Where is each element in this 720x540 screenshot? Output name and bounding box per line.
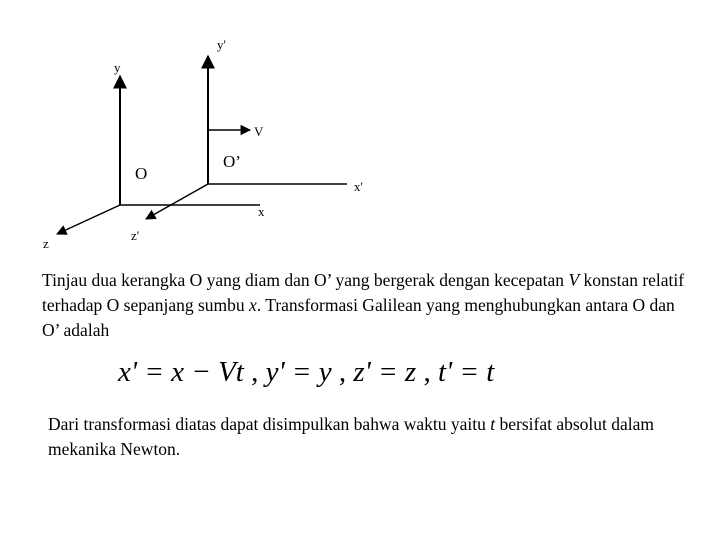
z-prime-label: z' (131, 228, 140, 243)
equation-separator: , (243, 356, 266, 388)
x-symbol: x (249, 295, 257, 315)
reference-frames-diagram (0, 0, 720, 260)
z-prime-axis (146, 184, 208, 219)
z-axis (57, 205, 120, 234)
conclusion-paragraph (48, 412, 668, 462)
y-label: y (114, 60, 121, 75)
intro-text-2: konstan relatif terhadap O sepanjang sumbu (42, 270, 685, 315)
conclusion-text-2: bersifat absolut dalam mekanika Newton. (48, 414, 655, 459)
equation-separator: , (416, 356, 438, 388)
equation-t: t' = t (437, 356, 495, 388)
origin-o-prime-label: O’ (223, 152, 241, 171)
intro-text-3: . Transformasi Galilean yang menghubungkan antara O dan O’ adalah (42, 295, 675, 340)
intro-text-1: Tinjau dua kerangka O yang diam dan O’ yang bergerak dengan kecepatan (42, 270, 565, 290)
x-label: x (258, 204, 265, 219)
conclusion-text-1: Dari transformasi diatas dapat disimpulkan bahwa waktu yaitu (48, 414, 491, 434)
intro-paragraph (42, 268, 692, 343)
z-label: z (43, 236, 49, 251)
axes-svg (0, 0, 720, 260)
velocity-symbol: V (568, 270, 580, 290)
x-prime-label: x' (354, 179, 363, 194)
equation-x: x' = x − Vt (118, 356, 244, 388)
velocity-label: V (254, 124, 264, 139)
equation-y: y' = y (265, 356, 332, 388)
galilean-transformation-equation (118, 352, 598, 392)
t-symbol: t (490, 414, 496, 434)
origin-o-label: O (135, 164, 148, 183)
equation-separator: , (331, 356, 354, 388)
y-prime-label: y' (217, 37, 226, 52)
equation-z: z' = z (353, 356, 417, 388)
